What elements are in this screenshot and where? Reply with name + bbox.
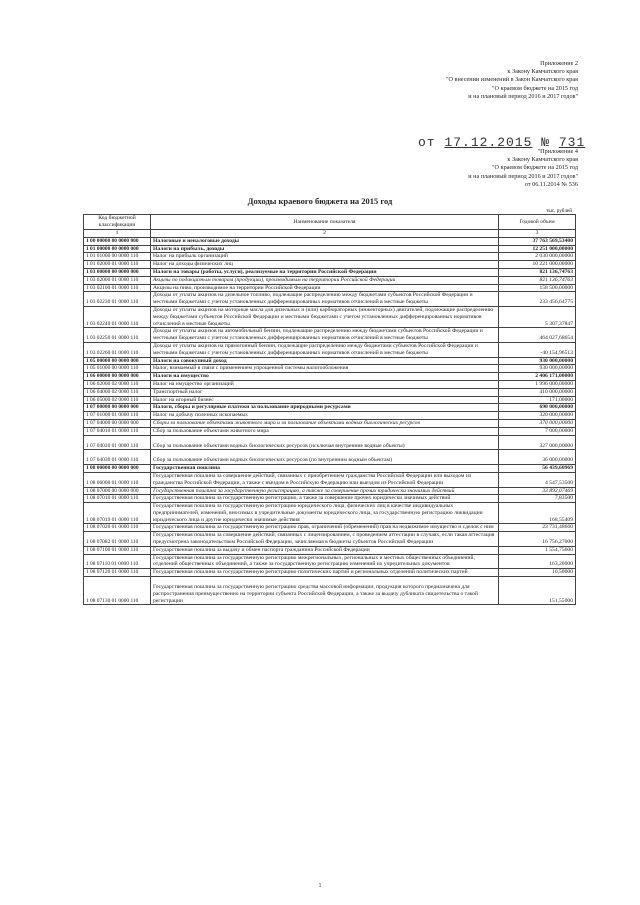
row-code: 1 08 06000 01 0000 110 [84,472,151,487]
row-code: 1 07 01000 01 0000 110 [84,412,151,420]
row-code: 1 08 00000 00 0000 000 [84,465,151,473]
table-row [84,328,576,343]
row-name: Государственная пошлина за выдачу и обмен паспорта гражданина Российской Федерации [151,546,499,554]
col-number-2: 2 [151,230,499,238]
table-row [84,380,576,388]
row-name: Налоги на имущество [151,373,499,381]
table-row [84,577,576,605]
row-value: 821 136,74763 [499,268,576,276]
row-value: 1 554,75600 [499,546,576,554]
row-name: Налог на игорный бизнес [151,396,499,404]
row-name: Налоги на прибыль, доходы [151,245,499,253]
header1-line: и на плановый период 2016 и 2017 годов" [468,92,578,100]
row-value: 12 251 000,00000 [499,245,576,253]
row-code: 1 01 02000 01 0000 110 [84,261,151,269]
table-row [84,554,576,569]
row-name: Государственная пошлина за государственную регистрацию политических партий и региональных отделений политических партий [151,569,499,577]
row-name: Государственная пошлина за государственную регистрацию межрегиональных, региональных и местных общественных объединений, отделений общественных объединений, а также за государственную регистрацию изменений их учредительных документов [151,554,499,569]
table-row [84,419,576,427]
row-name: Налог на добычу полезных ископаемых [151,412,499,420]
row-name: Доходы от уплаты акцизов на прямогонный бензин, подлежащие распределению между бюджетами субъектов Российской Федерации и местными бюджетами с учетом установленных дифференцированных нормативов отчислений в местные бюджеты [151,342,499,357]
row-name: Акцизы на пиво, производимое на территории Российской Федерации [151,284,499,292]
row-value: 7 000,00000 [499,427,576,435]
row-code: 1 07 00000 00 0000 000 [84,404,151,412]
row-code: 1 06 04000 02 0000 110 [84,388,151,396]
header1-line: "О внесении изменений в Закон Камчатского края [446,76,578,84]
row-code: 1 08 07100 01 0000 110 [84,546,151,554]
header-code: Код бюджетной классификации [84,215,151,230]
table-row [84,524,576,532]
table-row [84,306,576,327]
row-name: Государственная пошлина за государственную регистрацию прав, ограничений (обременений) прав на недвижимое имущество и сделок с ним [151,524,499,532]
table-row [84,357,576,365]
table-header-row [84,215,576,230]
row-value: 33 892,07469 [499,487,576,495]
row-value: 7,83500 [499,495,576,503]
row-value: 23 731,48660 [499,524,576,532]
table-row [84,342,576,357]
header-name: Наименование показателя [151,215,499,230]
row-name: Сбор за пользование объектами водных биологических ресурсов (исключая внутренние водные объекты) [151,435,499,450]
table-row [84,546,576,554]
row-value: -40 154,96513 [499,342,576,357]
row-code: 1 08 07019 01 0000 110 [84,503,151,524]
page-title: Доходы краевого бюджета на 2015 год [247,196,393,206]
table-row [84,495,576,503]
table-row [84,450,576,465]
table-row [84,365,576,373]
table-row [84,292,576,307]
units-label: тыс. рублей [546,208,572,214]
row-name: Государственная пошлина за совершение действий, связанных с приобретением гражданства Российской Федерации или выходом из гражданства Российской Федерации, а также с въездом в Российскую Федерацию или выездом из Российской Федерации [151,472,499,487]
row-value: 327 000,00000 [499,435,576,450]
row-name: Налоги, сборы и регулярные платежи за пользование природными ресурсами [151,404,499,412]
row-name: Государственная пошлина за государственную регистрацию юридического лица, физических лиц в качестве индивидуальных предпринимателей, изменений, вносимых в учредительные документы юридического лица, за государственную регистрацию ликвидации юридического лица и другие юридически значимые действия [151,503,499,524]
row-value: 171,00000 [499,396,576,404]
row-code: 1 07 04030 01 0000 110 [84,450,151,465]
row-code: 1 06 05000 02 0000 110 [84,396,151,404]
row-code: 1 08 07110 01 0000 110 [84,554,151,569]
row-name: Государственная пошлина [151,465,499,473]
row-value: 5 307,37847 [499,306,576,327]
header1-line: к Закону Камчатского края [507,68,578,76]
stamp-prefix: от [418,135,436,150]
row-code: 1 01 00000 00 0000 000 [84,245,151,253]
table-row [84,412,576,420]
row-code: 1 03 00000 00 0000 000 [84,268,151,276]
revenue-table [83,214,576,605]
row-value: 821 136,74763 [499,276,576,284]
row-value: 151,55000 [499,577,576,605]
table-row [84,532,576,547]
table-row [84,261,576,269]
table-row [84,427,576,435]
row-value: 56 439,60969 [499,465,576,473]
table-row [84,503,576,524]
row-value: 464 027,68654 [499,328,576,343]
row-name: Сборы за пользование объектами животного мира и за пользование объектами водных биологических ресурсов [151,419,499,427]
row-code: 1 05 00000 00 0000 000 [84,357,151,365]
row-code: 1 07 04000 00 0000 000 [84,419,151,427]
header2-line: от 06.11.2014 № 536 [524,180,578,188]
row-name: Налог на имущество организаций [151,380,499,388]
row-code: 1 08 07000 00 0000 000 [84,487,151,495]
table-number-row [84,230,576,238]
col-number-3: 3 [499,230,576,238]
table-row [84,435,576,450]
header1-line: "О краевом бюджете на 2015 год [492,84,578,92]
header-appendix-2 [446,60,578,101]
header2-line: и на плановый период 2016 и 2017 годов" [468,172,578,180]
row-value: 930 000,00000 [499,357,576,365]
page-number: 1 [318,883,322,889]
row-code: 1 03 02230 01 0000 110 [84,292,151,307]
row-name: Налоги на товары (работы, услуги), реализуемые на территории Российской Федерации [151,268,499,276]
col-number-1: 1 [84,230,151,238]
row-name: Государственная пошлина за совершение действий, связанных с лицензированием, с проведением аттестации в случаях, если такая аттестация предусмотрена законодательством Российской Федерации, зачисляемая в бюджеты субъектов Российской Федерации [151,532,499,547]
row-code: 1 07 04010 01 0000 110 [84,427,151,435]
table-row [84,245,576,253]
table-row [84,388,576,396]
row-code: 1 06 02000 02 0000 110 [84,380,151,388]
table-row [84,404,576,412]
row-name: Государственная пошлина за государственную регистрацию, а также за совершение прочих юридически значимых действий [151,487,499,495]
row-code: 1 03 02100 01 0000 110 [84,284,151,292]
stamp-number: 731 [558,135,586,150]
row-code: 1 08 07130 01 0000 110 [84,577,151,605]
table-row [84,373,576,381]
table-row [84,276,576,284]
row-value: 410 000,00000 [499,388,576,396]
row-value: 16 756,27000 [499,532,576,547]
row-value: 163,20000 [499,554,576,569]
table-row [84,268,576,276]
row-value: 1 996 000,00000 [499,380,576,388]
stamp-date: 17.12.2015 [444,135,533,150]
row-value: 930 000,00000 [499,365,576,373]
row-value: 158 500,00000 [499,284,576,292]
header2-line: "О краевом бюджете на 2015 год [492,164,578,172]
table-row [84,237,576,245]
header-value: Годовой объем [499,215,576,230]
table-body [84,237,576,605]
row-code: 1 00 00000 00 0000 000 [84,237,151,245]
stamp-number-label: № [541,135,551,150]
table-row [84,284,576,292]
row-value: 370 000,00000 [499,419,576,427]
header2-line: "Приложение 4 [537,148,578,155]
row-code: 1 08 07082 01 0000 110 [84,532,151,547]
row-value: 320 000,00000 [499,412,576,420]
row-name: Доходы от уплаты акцизов на дизельное топливо, подлежащие распределению между бюджетами субъектов Российской Федерации и местными бюджетами с учетом установленных дифференцированных нормативов отчислений в местные бюджеты [151,292,499,307]
row-name: Налоговые и неналоговые доходы [151,237,499,245]
row-name: Налоги на совокупный доход [151,357,499,365]
row-value: 2 406 171,00000 [499,373,576,381]
row-value: 10 221 000,00000 [499,261,576,269]
row-code: 1 08 07020 01 0000 110 [84,524,151,532]
row-code: 1 06 00000 00 0000 000 [84,373,151,381]
row-code: 1 01 01000 00 0000 110 [84,253,151,261]
row-name: Налог на прибыль организаций [151,253,499,261]
row-name: Акцизы по подакцизным товарам (продукции), производимым на территории Российской Федерации [151,276,499,284]
row-value: 10,50000 [499,569,576,577]
row-value: 233 456,64775 [499,292,576,307]
row-name: Налог на доходы физических лиц [151,261,499,269]
row-value: 4 547,53500 [499,472,576,487]
row-name: Транспортный налог [151,388,499,396]
row-code: 1 07 04020 01 0000 110 [84,435,151,450]
row-code: 1 03 02260 01 0000 110 [84,342,151,357]
header2-line: к Закону Камчатского края [507,156,578,164]
row-code: 1 08 07120 01 0000 110 [84,569,151,577]
table-row [84,396,576,404]
table-row [84,472,576,487]
row-name: Государственная пошлина за государственную регистрацию, а также за совершение прочих юридически значимых действий [151,495,499,503]
row-name: Доходы от уплаты акцизов на автомобильный бензин, подлежащие распределению между бюджетами субъектов Российской Федерации и местными бюджетами с учетом установленных дифференцированных нормативов отчислений в местные бюджеты [151,328,499,343]
row-value: 690 000,00000 [499,404,576,412]
row-code: 1 03 02000 01 0000 110 [84,276,151,284]
row-code: 1 05 01000 00 0000 110 [84,365,151,373]
header-appendix-4 [468,148,578,189]
row-name: Сбор за пользование объектами животного мира [151,427,499,435]
row-code: 1 03 02240 01 0000 110 [84,306,151,327]
row-name: Сбор за пользование объектами водных биологических ресурсов (по внутренним водным объектам) [151,450,499,465]
table-row [84,569,576,577]
row-value: 2 030 000,00000 [499,253,576,261]
row-value: 37 763 569,53400 [499,237,576,245]
row-code: 1 03 02250 01 0000 110 [84,328,151,343]
row-name: Государственная пошлина за государственную регистрацию средства массовой информации, продукция которого предназначена для распространения преимущественно на территории субъекта Российской Федерации, а также за выдачу дубликата свидетельства о такой регистрации [151,577,499,605]
row-value: 36 000,00000 [499,450,576,465]
table-row [84,465,576,473]
header1-line: Приложение 2 [540,60,578,67]
row-name: Доходы от уплаты акцизов на моторные масла для дизельных и (или) карбюраторных (инжекторных) двигателей, подлежащие распределению между бюджетами субъектов Российской Федерации и местными бюджетами с учетом установленных дифференцированных нормативов отчислений в местные бюджеты [151,306,499,327]
row-code: 1 08 07010 01 0000 110 [84,495,151,503]
table-row [84,253,576,261]
row-value: 168,55409 [499,503,576,524]
table-row [84,487,576,495]
row-name: Налог, взимаемый в связи с применением упрощенной системы налогообложения [151,365,499,373]
